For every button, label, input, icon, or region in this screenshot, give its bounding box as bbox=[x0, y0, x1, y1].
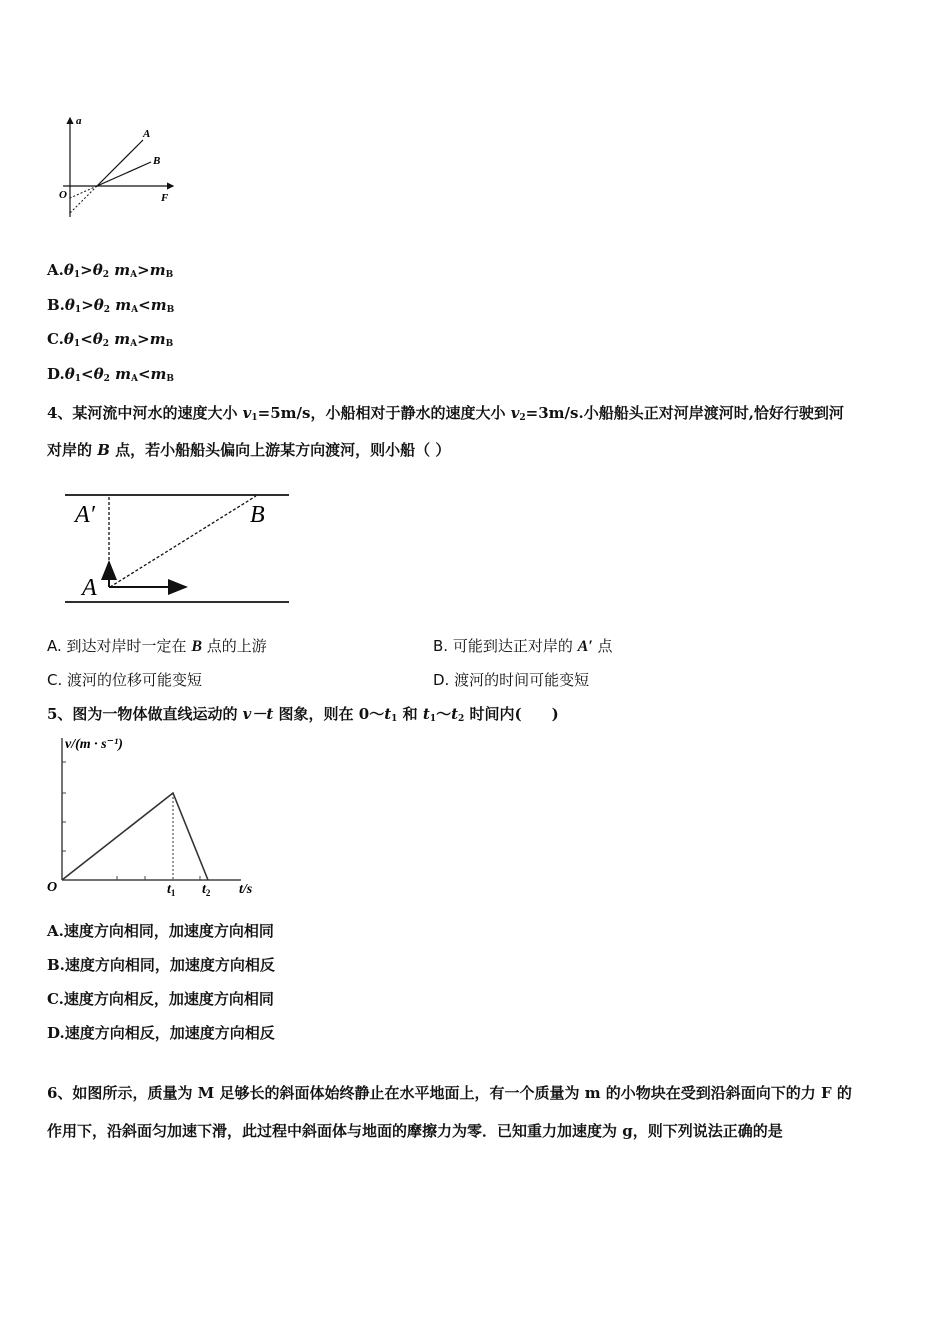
point-a-label: A bbox=[82, 575, 97, 601]
y-axis-label: v/(m · s⁻¹) bbox=[65, 737, 123, 752]
x-axis-label: t/s bbox=[239, 882, 253, 897]
q3-option-c: $C.\theta_1<\theta_2$ $m_A>m_B$ bbox=[47, 330, 174, 349]
velocity-line bbox=[62, 793, 208, 880]
q5-option-a: A.速度方向相同，加速度方向相同 bbox=[47, 922, 274, 940]
q4-option-d: D. 渡河的时间可能变短 bbox=[433, 671, 590, 689]
q3-option-d: $D.\theta_1<\theta_2$ $m_A<m_B$ bbox=[47, 365, 174, 384]
q5-stem: 5、图为一物体做直线运动的 v－t 图象，则在 $0\sim t_1$ 和 $t_1\sim t_2$ 时间内( ) bbox=[47, 705, 559, 724]
line-a-extension bbox=[70, 186, 97, 213]
a-f-graph bbox=[55, 112, 185, 222]
line-b-extension bbox=[70, 186, 97, 198]
y-axis-label: a bbox=[76, 115, 82, 127]
origin-label: O bbox=[47, 880, 58, 895]
q5-option-c: C.速度方向相反，加速度方向相同 bbox=[47, 990, 274, 1008]
q5-option-d: D.速度方向相反，加速度方向相反 bbox=[47, 1024, 275, 1042]
q3-option-a: $A.\theta_1>\theta_2$ $m_A>m_B$ bbox=[47, 261, 174, 280]
point-a-prime-label: A′ bbox=[75, 502, 95, 528]
v-t-graph bbox=[45, 730, 270, 902]
point-b-label: B bbox=[250, 502, 265, 528]
q4-option-a: A. 到达对岸时一定在 B 点的上游 bbox=[47, 637, 267, 655]
line-b bbox=[97, 162, 151, 186]
t2-label: $t_2$ bbox=[202, 882, 211, 898]
dashed-diagonal bbox=[110, 496, 256, 587]
q4-stem-line2: 对岸的 B 点，若小船船头偏向上游某方向渡河，则小船（ ） bbox=[47, 441, 451, 459]
line-a-label: A bbox=[143, 128, 151, 140]
line-a bbox=[97, 140, 143, 186]
t1-label: $t_1$ bbox=[167, 882, 176, 898]
q6-stem-line1: 6、如图所示，质量为 M 足够长的斜面体始终静止在水平地面上，有一个质量为 m 的小物块在受到沿斜面向下的力 F 的 bbox=[47, 1084, 852, 1102]
line-b-label: B bbox=[153, 155, 161, 167]
q4-option-b: B. 可能到达正对岸的 A′ 点 bbox=[433, 637, 613, 655]
q4-stem-line1: 4、某河流中河水的速度大小 $v_1=5m/s$，小船相对于静水的速度大小 $v_2=3m/s$.小船船头正对河岸渡河时,恰好行驶到河 bbox=[47, 404, 844, 423]
q6-stem-line2: 作用下，沿斜面匀加速下滑，此过程中斜面体与地面的摩擦力为零．已知重力加速度为 g，则下列说法正确的是 bbox=[47, 1122, 783, 1140]
q4-option-c: C. 渡河的位移可能变短 bbox=[47, 671, 203, 689]
origin-label: O bbox=[59, 189, 67, 201]
river-diagram bbox=[60, 488, 295, 608]
q5-option-b: B.速度方向相同，加速度方向相反 bbox=[47, 956, 275, 974]
x-axis-label: F bbox=[161, 192, 169, 204]
q3-option-b: $B.\theta_1>\theta_2$ $m_A<m_B$ bbox=[47, 296, 175, 315]
